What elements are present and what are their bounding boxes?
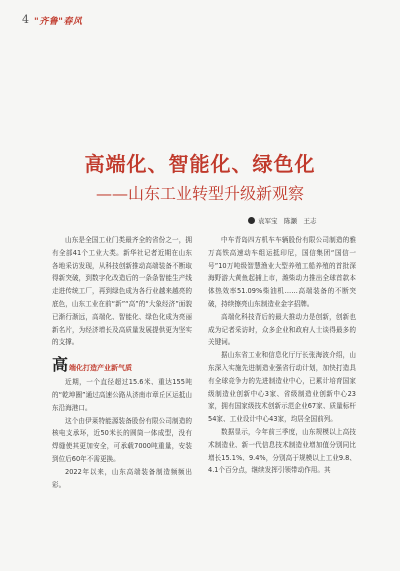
byline-bullet-icon — [248, 217, 255, 224]
paragraph: 山东是全国工业门类最齐全的省份之一，拥有全部41个工业大类。新华社记者近期在山东各地采访发现，从科技创新推动高端装备不断取得新突破，到数字化改造后的一条条智能生产线走进传统工厂，再到绿色成为各行业越来越亮的底色，山东工业在前“新”“高”的“大象经济”面貌已渐行渐远，高端化、智能化、绿色化成为亮丽新名片，为经济增长及高质量发展提供更为坚实的支撑。 — [52, 236, 192, 347]
page-number: 4 — [22, 13, 29, 26]
column-right — [208, 234, 356, 477]
article-subtitle: ——山东工业转型升级新观察 — [95, 184, 304, 203]
heading-text: 端化打造产业新气质 — [69, 364, 133, 373]
paragraph: 高端化科技背后的最大推动力是创新，创新也成为记者采访时，众多企业和政府人士谈得最多的关键词。 — [208, 312, 356, 347]
paragraph: 中车青岛四方机车车辆股份有限公司制造的雅万高铁高速动车组运抵印尼，国信集团“国信一号”10万吨级智慧渔业大型养殖工船养殖的首批深海野游大黄鱼起捕上市，潍柴动力推出全球首款本体热效率51.09%柴油机……高端装备的不断突破，持续擦亮山东制造业金字招牌。 — [208, 236, 356, 308]
section-heading — [52, 357, 192, 373]
article-title: 高端化、智能化、绿色化 — [84, 152, 316, 176]
paragraph: 这个由伊莱特能源装备股份有限公司制造的核电支承环，近50米长的圆筒一体成型，没有焊缝使其更加安全，可承载7000吨重量，安装到位后60年不需更换。 — [52, 416, 192, 463]
byline-authors: 袁军宝 陈灏 王志 — [258, 217, 317, 225]
column-left — [52, 234, 192, 491]
paragraph: 据山东省工业和信息化厅厅长张海波介绍，山东深入实施先进制造业强省行动计划，加快打造具有全球竞争力的先进制造业中心，已累计培育国家级制造业创新中心3家、省级制造业创新中心23家，拥有国家级技术创新示范企业67家、质量标杆54家、工业设计中心43家，均居全国前列。 — [208, 351, 356, 424]
heading-initial: 高 — [52, 355, 69, 375]
paragraph: 2022年以来，山东高端装备制造频频出彩。 — [52, 467, 192, 489]
byline — [248, 216, 317, 225]
paragraph: 数据显示，今年前三季度，山东规模以上高技术制造业、新一代信息技术制造业增加值分别同比增长15.1%、9.4%，分别高于规模以上工业9.8、4.1个百分点，继续发挥引领带动作用。其 — [208, 427, 356, 475]
section-label: "齐鲁"春风 — [34, 17, 83, 27]
paragraph: 近期，一个直径超过15.6米、重达155吨的“乾坤圈”通过高速公路从济南市章丘区运抵山东沿海港口。 — [52, 378, 192, 412]
